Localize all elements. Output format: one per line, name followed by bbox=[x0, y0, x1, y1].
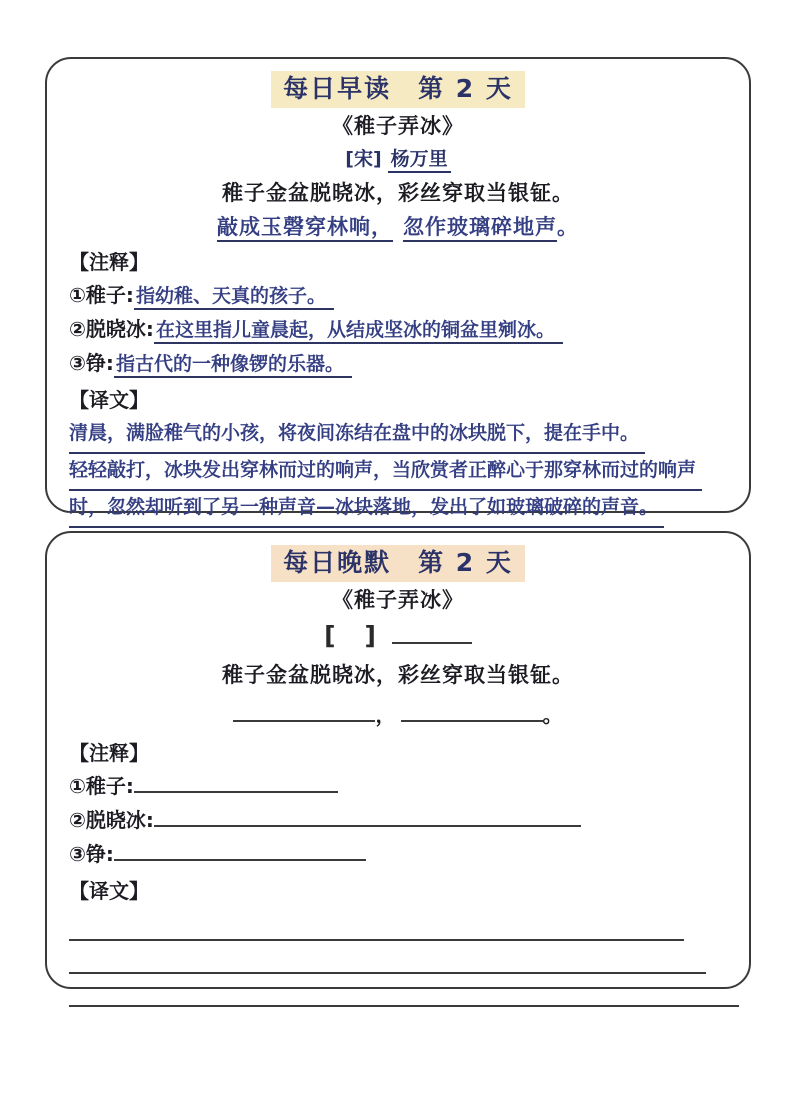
evening-badge: 每日晚默 第 2 天 bbox=[271, 545, 525, 582]
poem-line-1: 稚子金盆脱晓冰，彩丝穿取当银钲。 bbox=[222, 181, 574, 205]
morning-badge: 每日早读 第 2 天 bbox=[271, 71, 525, 108]
morning-reading-panel bbox=[45, 57, 751, 518]
translation-line-1: 清晨，满脸稚气的小孩，将夜间冻结在盘中的冰块脱下，提在手中。 bbox=[69, 417, 645, 454]
verse-blank-2 bbox=[401, 700, 543, 722]
poem-title: 《稚子弄冰》 bbox=[332, 588, 464, 612]
note-prefix-1: ①稚子: bbox=[69, 283, 134, 307]
poem-title: 《稚子弄冰》 bbox=[332, 114, 464, 138]
dynasty-bracketed: [宋] bbox=[345, 148, 382, 170]
note-item-1 bbox=[69, 279, 727, 313]
note-blank-3 bbox=[114, 839, 366, 861]
notes-header: 【注释】 bbox=[69, 741, 149, 765]
note-blank-item-1 bbox=[69, 770, 727, 804]
note-prefix-1: ①稚子: bbox=[69, 774, 134, 798]
poem-line-2-second-half: 忽作玻璃碎地声 bbox=[403, 215, 557, 242]
author-blank-row bbox=[69, 620, 727, 655]
note-blank-1 bbox=[134, 771, 338, 793]
verse-blank-row bbox=[69, 699, 727, 733]
author-row bbox=[69, 143, 727, 175]
verse-comma: ， bbox=[375, 703, 396, 727]
translation-header: 【译文】 bbox=[69, 879, 149, 903]
author-name: 杨万里 bbox=[388, 148, 451, 173]
evening-dictation-panel bbox=[45, 531, 751, 989]
translation-line-2-row bbox=[69, 454, 727, 491]
note-prefix-2: ②脱晓冰: bbox=[69, 317, 154, 341]
verse-period: 。 bbox=[542, 703, 563, 727]
translation-line-3-row bbox=[69, 491, 727, 528]
note-answer-3: 指古代的一种像锣的乐器。 bbox=[114, 353, 352, 378]
note-answer-2: 在这里指儿童晨起，从结成坚冰的铜盆里剜冰。 bbox=[154, 319, 563, 344]
evening-badge-row bbox=[69, 543, 727, 582]
note-prefix-2: ②脱晓冰: bbox=[69, 808, 154, 832]
note-answer-1: 指幼稚、天真的孩子。 bbox=[134, 285, 334, 310]
note-item-3 bbox=[69, 347, 727, 381]
translation-blank-line-1 bbox=[69, 908, 684, 941]
note-blank-item-3 bbox=[69, 838, 727, 872]
note-prefix-3: ③铮: bbox=[69, 842, 114, 866]
translation-line-3: 时，忽然却听到了另一种声音—冰块落地，发出了如玻璃破碎的声音。 bbox=[69, 491, 664, 528]
translation-line-2: 轻轻敲打，冰块发出穿林而过的响声，当欣赏者正醉心于那穿林而过的响声 bbox=[69, 454, 702, 491]
translation-blank-line-3 bbox=[69, 974, 739, 1007]
translation-header: 【译文】 bbox=[69, 388, 149, 412]
poem-line-2-first-half: 敲成玉磬穿林响， bbox=[217, 215, 393, 242]
note-prefix-3: ③铮: bbox=[69, 351, 114, 375]
translation-line-1-row bbox=[69, 417, 727, 454]
poem-line-2-period: 。 bbox=[557, 215, 579, 239]
note-blank-2 bbox=[154, 805, 581, 827]
poem-line-1: 稚子金盆脱晓冰，彩丝穿取当银钲。 bbox=[222, 663, 574, 687]
translation-blank-line-2 bbox=[69, 941, 706, 974]
morning-badge-row bbox=[69, 69, 727, 108]
note-item-2 bbox=[69, 313, 727, 347]
dynasty-empty-bracket: [ ] bbox=[324, 621, 378, 650]
verse-blank-1 bbox=[233, 700, 375, 722]
notes-header: 【注释】 bbox=[69, 250, 149, 274]
note-blank-item-2 bbox=[69, 804, 727, 838]
poem-line-2 bbox=[69, 211, 727, 243]
author-name-blank bbox=[392, 622, 472, 644]
